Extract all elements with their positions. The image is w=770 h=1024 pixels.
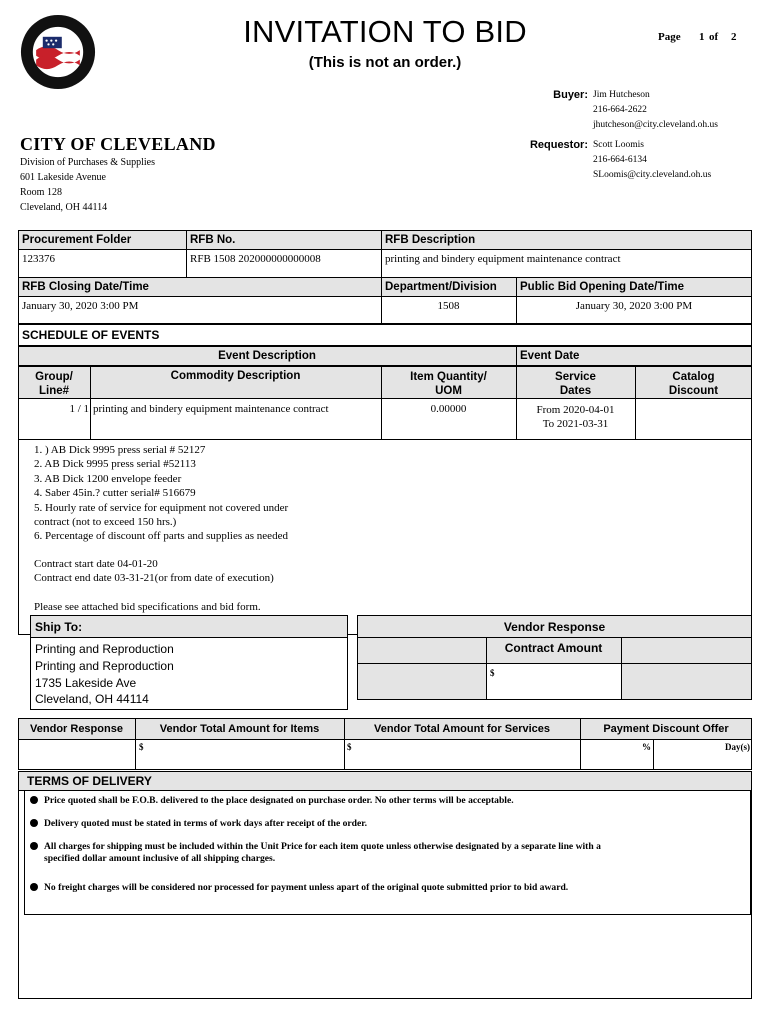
rfb-description-value: printing and bindery equipment maintenance contract <box>385 253 621 265</box>
bullet-icon <box>30 819 38 827</box>
closing-date-value: January 30, 2020 3:00 PM <box>22 300 139 312</box>
buyer-email: jhutcheson@city.cleveland.oh.us <box>593 120 719 130</box>
event-description-label: Event Description <box>218 350 316 362</box>
rfb-description-label: RFB Description <box>385 234 476 246</box>
header-text: Item Quantity/ <box>410 371 487 383</box>
item-quantity: 0.00000 <box>430 403 467 415</box>
header-text: UOM <box>435 385 462 397</box>
ship-to-line: Printing and Reproduction <box>35 642 174 656</box>
item-service-dates <box>516 403 635 431</box>
page-number: 1 <box>699 31 705 43</box>
ship-to-line: 1735 Lakeside Ave <box>35 675 137 690</box>
discount-days-input[interactable]: Day(s) <box>725 742 750 752</box>
document-title: INVITATION TO BID <box>243 14 527 49</box>
detail-line: 6. Percentage of discount off parts and supplies as needed <box>34 530 288 543</box>
header-text: Line# <box>38 385 70 397</box>
vendor-response-label: Vendor Response <box>503 620 606 634</box>
vendor-response-col-label: Vendor Response <box>30 723 123 735</box>
items-total-input[interactable]: $ <box>139 742 144 752</box>
contract-start: Contract start date 04-01-20 <box>34 558 158 570</box>
department-label: Department/Division <box>385 281 497 293</box>
procurement-folder-label: Procurement Folder <box>22 234 132 246</box>
item-description: printing and bindery equipment maintenance contract <box>93 403 329 415</box>
detail-line: 4. Saber 45in.? cutter serial# 516679 <box>34 487 196 500</box>
term-item: No freight charges will be considered nor processed for payment unless apart of the original quote submitted prior to bid award. <box>44 882 569 893</box>
commodity-header: Commodity Description <box>170 370 301 382</box>
header-text: Catalog <box>672 371 715 383</box>
header-text: Group/ <box>35 371 73 383</box>
address-line: Division of Purchases & Supplies <box>20 157 155 168</box>
rfb-no-value: RFB 1508 202000000000008 <box>190 253 321 265</box>
term-item: Price quoted shall be F.O.B. delivered to the place designated on purchase order. No other terms will be acceptable. <box>44 795 514 806</box>
detail-line: contract (not to exceed 150 hrs.) <box>34 516 177 529</box>
bullet-icon <box>30 796 38 804</box>
vendor-services-total-label: Vendor Total Amount for Services <box>373 723 551 735</box>
opening-date-value: January 30, 2020 3:00 PM <box>575 300 693 312</box>
group-line-header <box>18 370 90 398</box>
contract-amount-label: Contract Amount <box>504 641 603 655</box>
contract-amount-input[interactable]: $ <box>490 668 495 678</box>
address-line: Cleveland, OH 44114 <box>20 202 108 213</box>
service-to: To 2021-03-31 <box>542 418 609 430</box>
service-dates-header <box>516 370 635 398</box>
service-from: From 2020-04-01 <box>536 404 615 416</box>
schedule-title: SCHEDULE OF EVENTS <box>22 328 160 342</box>
attached-note: Please see attached bid specifications and bid form. <box>34 601 261 613</box>
header-text: Dates <box>559 385 592 397</box>
page-label: Page <box>658 31 681 43</box>
page-of: of <box>709 31 719 43</box>
term-item: All charges for shipping must be included within the Unit Price for each item quote unless otherwise designated by a separate line with a <box>44 841 601 852</box>
city-name: CITY OF CLEVELAND <box>20 134 216 154</box>
quantity-header <box>381 370 516 398</box>
detail-line: 2. AB Dick 9995 press serial #52113 <box>34 458 196 471</box>
header-text: Discount <box>668 385 719 397</box>
ship-to-label: Ship To: <box>35 620 83 634</box>
services-total-input[interactable]: $ <box>347 742 352 752</box>
requestor-label: Requestor: <box>529 139 588 151</box>
item-line-number: 1 / 1 <box>69 403 89 415</box>
vendor-items-total-label: Vendor Total Amount for Items <box>159 723 320 735</box>
address-line: Room 128 <box>20 187 62 198</box>
ship-to-line: Printing and Reproduction <box>35 658 174 673</box>
detail-line: 1. ) AB Dick 9995 press serial # 52127 <box>34 444 206 456</box>
department-value: 1508 <box>437 300 460 312</box>
term-item-continued: specified dollar amount inclusive of all shipping charges. <box>44 853 276 864</box>
bullet-icon <box>30 842 38 850</box>
contract-end: Contract end date 03-31-21(or from date of execution) <box>34 572 274 585</box>
terms-title: TERMS OF DELIVERY <box>27 774 152 788</box>
buyer-label: Buyer: <box>553 89 588 101</box>
bullet-icon <box>30 883 38 891</box>
payment-discount-label: Payment Discount Offer <box>603 723 729 735</box>
closing-date-label: RFB Closing Date/Time <box>22 281 149 293</box>
procurement-folder-value: 123376 <box>22 253 55 265</box>
ship-to-line: Cleveland, OH 44114 <box>35 692 149 707</box>
contract-dates <box>34 557 274 586</box>
city-address <box>20 155 155 215</box>
catalog-discount-header <box>635 370 752 398</box>
header-text: Service <box>555 371 596 383</box>
discount-percent-input[interactable]: % <box>642 742 651 752</box>
buyer-phone: 216-664-2622 <box>593 105 647 115</box>
rfb-no-label: RFB No. <box>190 234 236 246</box>
requestor-name: Scott Loomis <box>593 140 644 150</box>
requestor-phone: 216-664-6134 <box>593 155 647 165</box>
address-line: 601 Lakeside Avenue <box>20 172 106 183</box>
event-date-label: Event Date <box>520 350 580 362</box>
detail-line: 5. Hourly rate of service for equipment not covered under <box>34 501 289 514</box>
requestor-email: SLoomis@city.cleveland.oh.us <box>593 170 712 180</box>
opening-date-label: Public Bid Opening Date/Time <box>520 281 685 293</box>
page-total: 2 <box>731 31 737 43</box>
detail-line: 3. AB Dick 1200 envelope feeder <box>34 472 182 485</box>
term-item: Delivery quoted must be stated in terms of work days after receipt of the order. <box>44 818 368 829</box>
item-details-list <box>34 443 288 544</box>
buyer-name: Jim Hutcheson <box>593 90 650 100</box>
document-subtitle: (This is not an order.) <box>308 54 462 71</box>
ship-to-address <box>35 641 174 708</box>
